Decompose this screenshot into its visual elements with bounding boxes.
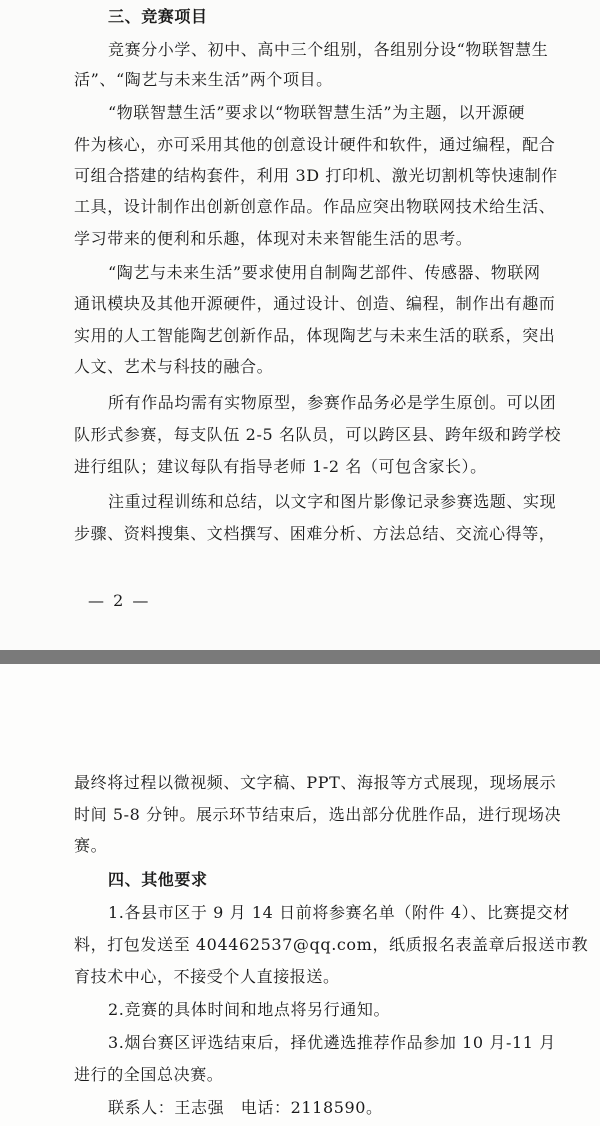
paragraph-line: 工具，设计制作出创新创意作品。作品应突出物联网技术给生活、 (74, 197, 556, 216)
paragraph-line: 1.各县市区于 9 月 14 日前将参赛名单（附件 4）、比赛提交材 (108, 903, 570, 922)
paragraph-line: “陶艺与未来生活”要求使用自制陶艺部件、传感器、物联网 (108, 263, 541, 282)
paragraph-line: 人文、艺术与科技的融合。 (74, 357, 274, 376)
paragraph-line: 注重过程训练和总结，以文字和图片影像记录参赛选题、实现 (108, 492, 557, 511)
paragraph-line: 最终将过程以微视频、文字稿、PPT、海报等方式展现，现场展示 (74, 773, 557, 792)
paragraph-line: 可组合搭建的结构套件，利用 3D 打印机、激光切割机等快速制作 (74, 166, 558, 185)
paragraph-line: 件为核心，亦可采用其他的创意设计硬件和软件，通过编程，配合 (74, 135, 556, 154)
paragraph-line: “物联智慧生活”要求以“物联智慧生活”为主题，以开源硬 (108, 103, 525, 122)
paragraph-line: 通讯模块及其他开源硬件，通过设计、创造、编程，制作出有趣而 (74, 294, 556, 313)
section-heading-competition-projects: 三、竞赛项目 (108, 7, 208, 26)
paragraph-line: 进行组队；建议每队有指导老师 1-2 名（可包含家长）。 (74, 457, 487, 476)
paragraph-line: 学习带来的便利和乐趣，体现对未来智能生活的思考。 (74, 229, 473, 248)
paragraph-line: 育技术中心，不接受个人直接报送。 (74, 967, 340, 986)
paragraph-line: 实用的人工智能陶艺创新作品，体现陶艺与未来生活的联系，突出 (74, 326, 556, 345)
paragraph-line: 所有作品均需有实物原型，参赛作品务必是学生原创。可以团 (108, 393, 557, 412)
contact-line: 联系人：王志强 电话：2118590。 (108, 1098, 383, 1117)
paragraph-line: 赛。 (74, 836, 108, 855)
section-heading-other-requirements: 四、其他要求 (108, 870, 208, 889)
paragraph-line: 队形式参赛，每支队伍 2-5 名队员，可以跨区县、跨年级和跨学校 (74, 425, 562, 444)
paragraph-line: 步骤、资料搜集、文档撰写、困难分析、方法总结、交流心得等， (74, 524, 556, 543)
page-separator (0, 650, 600, 664)
paragraph-line: 2.竞赛的具体时间和地点将另行通知。 (108, 1000, 391, 1019)
paragraph-line: 3.烟台赛区评选结束后，择优遴选推荐作品参加 10 月-11 月 (108, 1033, 556, 1052)
paragraph-line: 时间 5-8 分钟。展示环节结束后，选出部分优胜作品，进行现场决 (74, 805, 562, 824)
document-page-bottom (0, 664, 600, 1126)
page-number: — 2 — (88, 591, 151, 610)
paragraph-line: 竞赛分小学、初中、高中三个组别，各组别分设“物联智慧生 (108, 40, 549, 59)
paragraph-line: 料，打包发送至 404462537@qq.com，纸质报名表盖章后报送市教 (74, 935, 589, 954)
paragraph-line: 进行的全国总决赛。 (74, 1065, 224, 1084)
paragraph-line: 活”、“陶艺与未来生活”两个项目。 (74, 70, 333, 89)
